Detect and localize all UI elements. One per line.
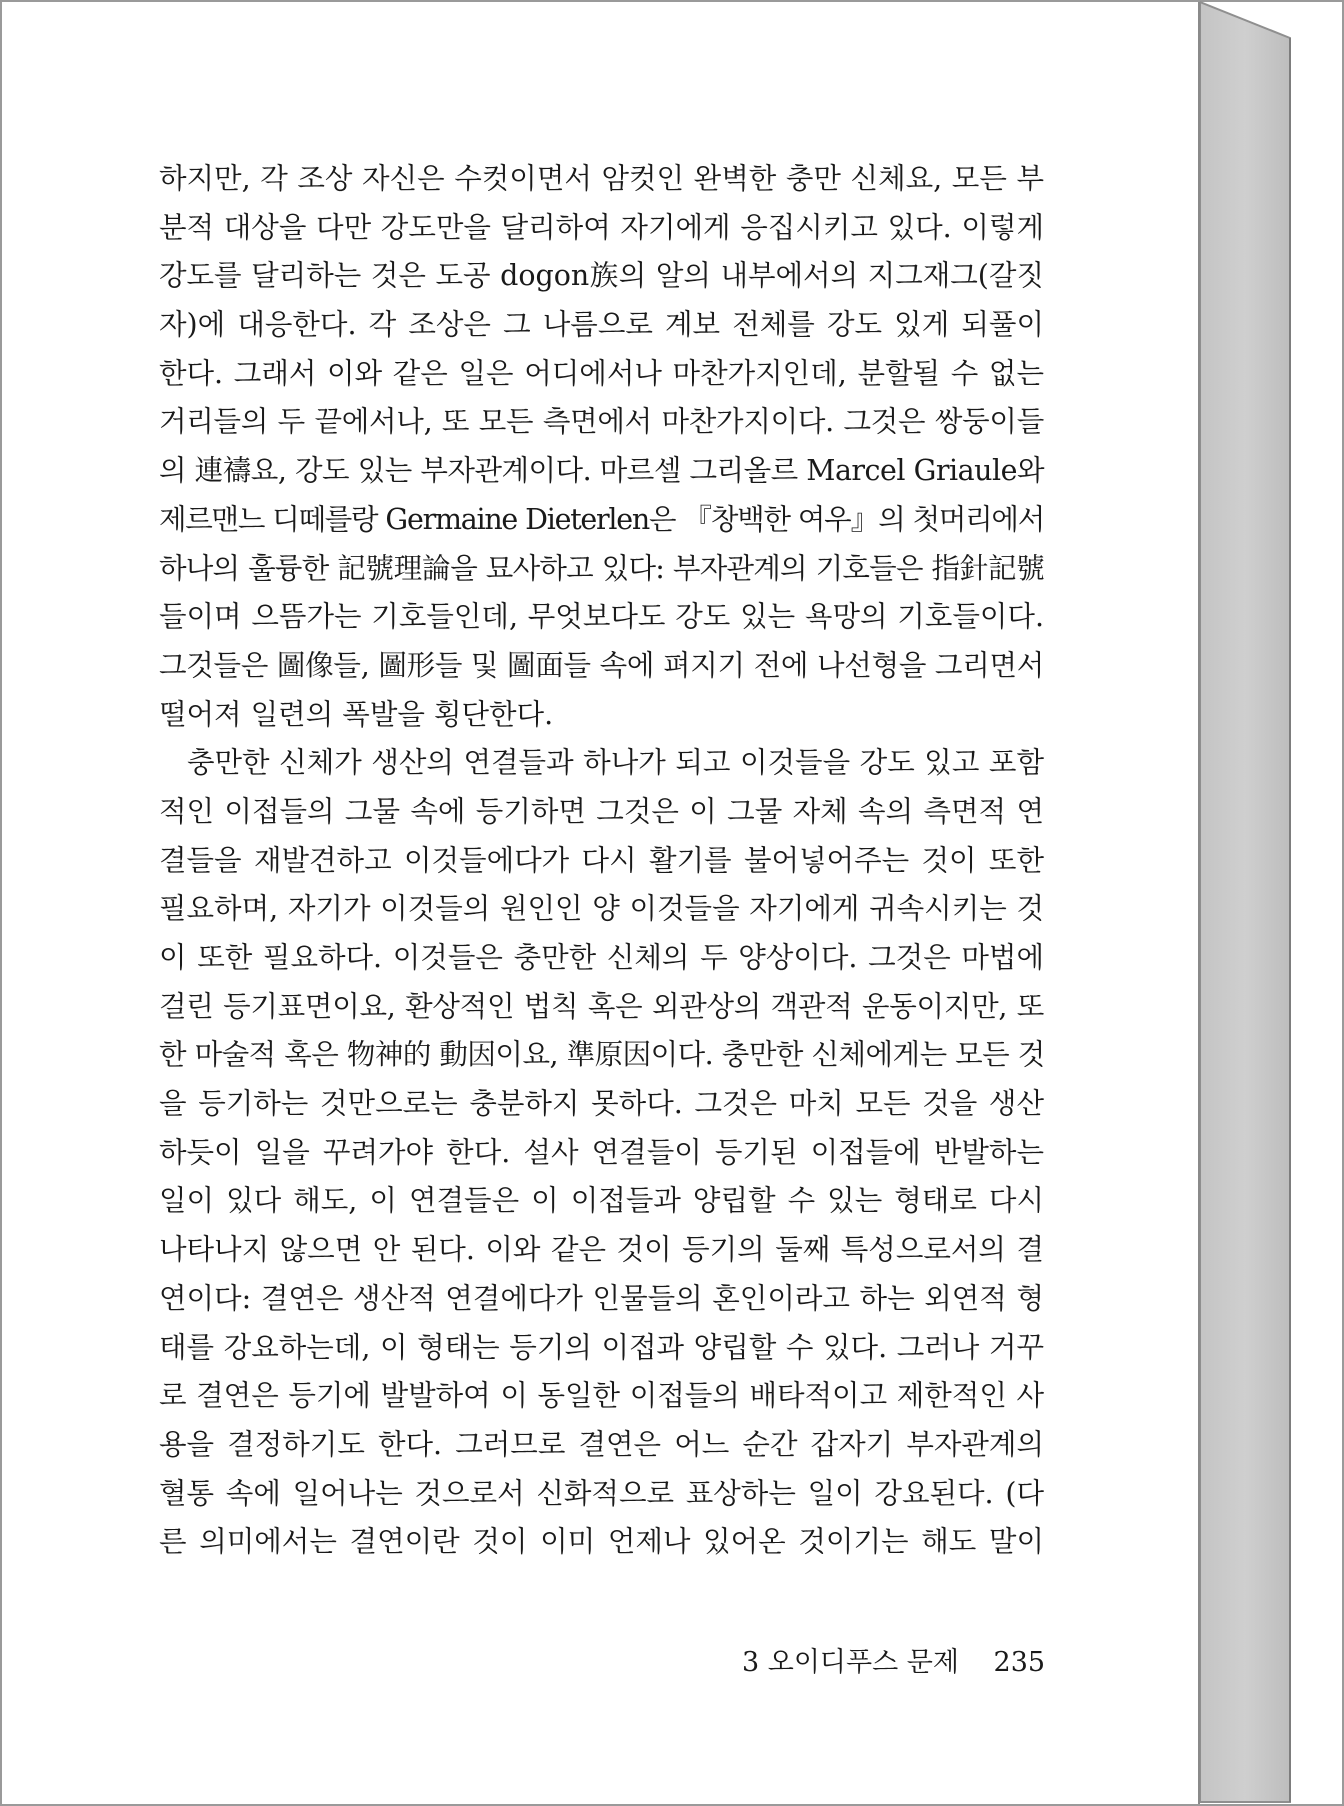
text-line: 연이다: 결연은 생산적 연결에다가 인물들의 혼인이라고 하는 외연적 형 xyxy=(159,1281,1044,1315)
running-chapter-title: 3 오이디푸스 문제 xyxy=(742,1647,959,1678)
text-line: 한 마술적 혹은 物神的 動因이요, 準原因이다. 충만한 신체에게는 모든 것 xyxy=(159,1038,1045,1072)
text-line: 그것들은 圖像들, 圖形들 및 圖面들 속에 펴지기 전에 나선형을 그리면서 xyxy=(159,648,1045,682)
body-text xyxy=(159,155,1044,1567)
text-line: 결들을 재발견하고 이것들에다가 다시 활기를 불어넣어주는 것이 또한 xyxy=(159,843,1044,877)
text-line: 적인 이접들의 그물 속에 등기하면 그것은 이 그물 자체 속의 측면적 연 xyxy=(159,794,1044,828)
text-line: 떨어져 일련의 폭발을 횡단한다. xyxy=(159,697,554,731)
text-line: 을 등기하는 것만으로는 충분하지 못하다. 그것은 마치 모든 것을 생산 xyxy=(159,1087,1044,1121)
text-line: 태를 강요하는데, 이 형태는 등기의 이접과 양립할 수 있다. 그러나 거꾸 xyxy=(159,1330,1044,1364)
text-line: 충만한 신체가 생산의 연결들과 하나가 되고 이것들을 강도 있고 포함 xyxy=(187,746,1044,780)
text-line: 하나의 훌륭한 記號理論을 묘사하고 있다: 부자관계의 기호들은 指針記號 xyxy=(159,551,1044,585)
text-line: 하듯이 일을 꾸려가야 한다. 설사 연결들이 등기된 이접들에 반발하는 xyxy=(159,1135,1044,1169)
paragraph-1 xyxy=(159,155,1044,739)
text-line: 른 의미에서는 결연이란 것이 이미 언제나 있어온 것이기는 해도 말이 xyxy=(159,1525,1044,1559)
text-line: 하지만, 각 조상 자신은 수컷이면서 암컷인 완벽한 충만 신체요, 모든 부 xyxy=(159,162,1044,195)
paragraph-2 xyxy=(159,739,1044,1567)
text-line: 제르맨느 디떼를랑 Germaine Dieterlen은 『창백한 여우』의 첫머리에서 xyxy=(159,502,1044,536)
text-line: 거리들의 두 끝에서나, 또 모든 측면에서 마찬가지이다. 그것은 쌍둥이들 xyxy=(159,405,1044,439)
text-line: 의 連禱요, 강도 있는 부자관계이다. 마르셀 그리올르 Marcel Griaule와 xyxy=(159,454,1044,488)
page-footer xyxy=(742,1640,1046,1679)
text-line: 자)에 대응한다. 각 조상은 그 나름으로 계보 전체를 강도 있게 되풀이 xyxy=(159,308,1044,342)
text-line: 로 결연은 등기에 발발하여 이 동일한 이접들의 배타적이고 제한적인 사 xyxy=(159,1379,1044,1413)
text-line: 나타나지 않으면 안 된다. 이와 같은 것이 등기의 둘째 특성으로서의 결 xyxy=(159,1233,1044,1267)
text-line: 걸린 등기표면이요, 환상적인 법칙 혹은 외관상의 객관적 운동이지만, 또 xyxy=(159,989,1044,1023)
text-line: 혈통 속에 일어나는 것으로서 신화적으로 표상하는 일이 강요된다. (다 xyxy=(159,1476,1044,1510)
text-line: 강도를 달리하는 것은 도공 dogon族의 알의 내부에서의 지그재그(갈짓 xyxy=(159,259,1044,293)
text-line: 용을 결정하기도 한다. 그러므로 결연은 어느 순간 갑자기 부자관계의 xyxy=(159,1427,1044,1461)
text-line: 분적 대상을 다만 강도만을 달리하여 자기에게 응집시키고 있다. 이렇게 xyxy=(159,210,1044,244)
page-number: 235 xyxy=(993,1647,1046,1678)
book-page-edge xyxy=(1200,0,1342,1806)
text-line: 일이 있다 해도, 이 연결들은 이 이접들과 양립할 수 있는 형태로 다시 xyxy=(159,1184,1044,1218)
book-page xyxy=(2,2,1200,1804)
text-line: 들이며 으뜸가는 기호들인데, 무엇보다도 강도 있는 욕망의 기호들이다. xyxy=(159,600,1044,634)
text-line: 이 또한 필요하다. 이것들은 충만한 신체의 두 양상이다. 그것은 마법에 xyxy=(159,941,1044,974)
text-line: 필요하며, 자기가 이것들의 원인인 양 이것들을 자기에게 귀속시키는 것 xyxy=(159,892,1044,926)
text-line: 한다. 그래서 이와 같은 일은 어디에서나 마찬가지인데, 분할될 수 없는 xyxy=(159,356,1044,390)
